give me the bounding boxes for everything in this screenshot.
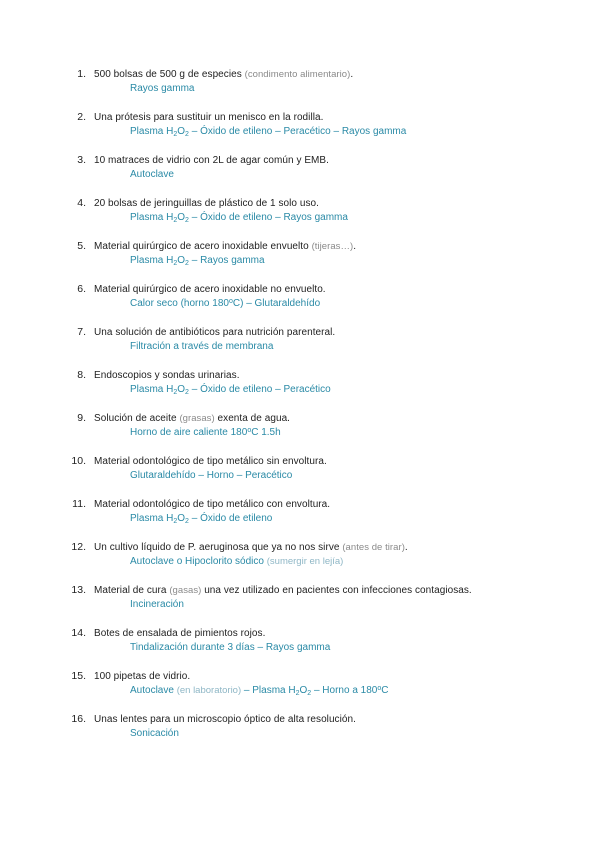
- note-text: (tijeras…): [311, 241, 354, 252]
- text-segment: Material quirúrgico de acero inoxidable no envuelto.: [94, 284, 326, 295]
- text-segment: 10 matraces de vidrio con 2L de agar común y EMB.: [94, 155, 329, 166]
- list-item: [0, 668, 600, 711]
- subscript: 2: [173, 217, 178, 224]
- text-segment: Incineración: [130, 599, 184, 610]
- text-segment: – Óxido de etileno: [188, 513, 273, 524]
- question-text: [94, 112, 323, 123]
- note-text: (gasas): [169, 585, 202, 596]
- list-item: [0, 324, 600, 367]
- question-text: [94, 671, 190, 682]
- subscript: 2: [185, 518, 189, 525]
- item-number: 15.: [71, 670, 86, 682]
- text-segment: Una solución de antibióticos para nutrición parenteral.: [94, 327, 336, 338]
- text-segment: Tindalización durante 3 días – Rayos gamma: [130, 642, 331, 653]
- text-segment: Autoclave: [130, 685, 177, 696]
- text-segment: O: [177, 126, 186, 137]
- item-number: 10.: [71, 455, 86, 467]
- answer-text: [130, 169, 174, 180]
- subscript: 2: [173, 518, 178, 525]
- note-text: (grasas): [179, 413, 215, 424]
- text-segment: 500 bolsas de 500 g de especies: [94, 69, 245, 80]
- text-segment: .: [404, 542, 408, 553]
- text-segment: Autoclave: [130, 169, 174, 180]
- text-segment: O: [177, 384, 186, 395]
- item-number: 13.: [71, 584, 86, 596]
- subscript: 2: [307, 690, 312, 697]
- item-number: 2.: [77, 111, 86, 123]
- answer-text: [130, 298, 320, 309]
- text-segment: – Horno a 180: [311, 685, 378, 696]
- list-item: [0, 238, 600, 281]
- text-segment: Endoscopios y sondas urinarias.: [94, 370, 240, 381]
- list-item: [0, 152, 600, 195]
- text-segment: – Plasma H: [241, 685, 296, 696]
- list-item: [0, 195, 600, 238]
- text-segment: 100 pipetas de vidrio.: [94, 671, 191, 682]
- text-segment: Material odontológico de tipo metálico con envoltura.: [94, 499, 331, 510]
- text-segment: – Óxido de etileno – Peracético – Rayos gamma: [188, 126, 407, 137]
- question-text: [94, 542, 408, 553]
- question-text: [94, 327, 335, 338]
- question-text: [94, 284, 326, 295]
- question-text: [94, 499, 330, 510]
- question-text: [94, 241, 356, 252]
- list-item: [0, 453, 600, 496]
- text-segment: Solución de aceite: [94, 413, 180, 424]
- item-number: 11.: [72, 498, 86, 510]
- text-segment: Glutaraldehído – Horno – Peracético: [130, 470, 293, 481]
- text-segment: – Óxido de etileno – Peracético: [188, 384, 331, 395]
- list-item: [0, 410, 600, 453]
- text-segment: Rayos gamma: [130, 83, 195, 94]
- question-text: [94, 628, 265, 639]
- question-text: [94, 585, 472, 596]
- text-segment: Filtración a través de membrana: [130, 341, 274, 352]
- subscript: 2: [185, 389, 189, 396]
- item-number: 7.: [77, 326, 86, 338]
- answer-text: [130, 642, 330, 653]
- item-number: 3.: [77, 154, 86, 166]
- text-segment: O: [177, 255, 186, 266]
- item-number: 6.: [77, 283, 86, 295]
- note-text: (en laboratorio): [176, 685, 242, 696]
- text-segment: .: [350, 69, 354, 80]
- answer-text: [130, 341, 273, 352]
- text-segment: – Rayos gamma: [188, 255, 265, 266]
- subscript: 2: [185, 260, 189, 267]
- item-number: 14.: [71, 627, 86, 639]
- superscript: o: [377, 685, 382, 692]
- text-segment: O: [177, 513, 186, 524]
- text-segment: Una prótesis para sustituir un menisco en la rodilla.: [94, 112, 324, 123]
- note-text: (sumergir en lejía): [266, 556, 344, 567]
- superscript: o: [247, 427, 252, 434]
- item-number: 9.: [77, 412, 86, 424]
- text-segment: Botes de ensalada de pimientos rojos.: [94, 628, 266, 639]
- list-item: [0, 367, 600, 410]
- item-number: 5.: [77, 240, 86, 252]
- note-text: (antes de tirar): [342, 542, 405, 553]
- answer-text: [130, 83, 194, 94]
- subscript: 2: [173, 131, 178, 138]
- text-segment: .: [353, 241, 357, 252]
- text-segment: O: [299, 685, 308, 696]
- answer-text: [130, 427, 281, 438]
- subscript: 2: [295, 690, 300, 697]
- text-segment: Horno de aire caliente 180: [130, 427, 248, 438]
- answer-text: [130, 255, 265, 266]
- text-segment: Material odontológico de tipo metálico sin envoltura.: [94, 456, 327, 467]
- question-text: [94, 456, 327, 467]
- item-number: 12.: [71, 541, 86, 553]
- text-segment: Un cultivo líquido de P. aeruginosa que ya no nos sirve: [94, 542, 343, 553]
- item-number: 4.: [77, 197, 86, 209]
- answer-text: [130, 685, 389, 696]
- text-segment: Autoclave o Hipoclorito sódico: [130, 556, 267, 567]
- list-item: [0, 625, 600, 668]
- subscript: 2: [173, 260, 178, 267]
- item-number: 8.: [77, 369, 86, 381]
- question-text: [94, 714, 356, 725]
- question-text: [94, 198, 319, 209]
- question-text: [94, 155, 329, 166]
- answer-text: [130, 728, 179, 739]
- answer-text: [130, 513, 272, 524]
- list-item: [0, 711, 600, 754]
- item-number: 1.: [77, 68, 86, 80]
- text-segment: Plasma H: [130, 513, 174, 524]
- text-segment: Plasma H: [130, 212, 174, 223]
- question-text: [94, 413, 290, 424]
- answer-text: [130, 470, 292, 481]
- subscript: 2: [185, 217, 189, 224]
- answer-text: [130, 556, 343, 567]
- text-segment: – Óxido de etileno – Rayos gamma: [188, 212, 348, 223]
- list-item: [0, 582, 600, 625]
- text-segment: Plasma H: [130, 384, 174, 395]
- text-segment: O: [177, 212, 186, 223]
- text-segment: Sonicación: [130, 728, 179, 739]
- question-text: [94, 69, 353, 80]
- text-segment: una vez utilizado en pacientes con infecciones contagiosas.: [201, 585, 472, 596]
- subscript: 2: [185, 131, 189, 138]
- answer-text: [130, 599, 184, 610]
- answer-text: [130, 126, 406, 137]
- exercise-list: [0, 66, 600, 754]
- list-item: [0, 539, 600, 582]
- answer-text: [130, 212, 348, 223]
- text-segment: Unas lentes para un microscopio óptico de alta resolución.: [94, 714, 356, 725]
- text-segment: Plasma H: [130, 255, 174, 266]
- superscript: o: [228, 298, 233, 305]
- list-item: [0, 66, 600, 109]
- text-segment: exenta de agua.: [214, 413, 291, 424]
- text-segment: Calor seco (horno 180: [130, 298, 229, 309]
- text-segment: C 1.5h: [251, 427, 281, 438]
- answer-text: [130, 384, 331, 395]
- text-segment: Material quirúrgico de acero inoxidable envuelto: [94, 241, 312, 252]
- text-segment: C: [381, 685, 389, 696]
- text-segment: 20 bolsas de jeringuillas de plástico de 1 solo uso.: [94, 198, 319, 209]
- text-segment: C) – Glutaraldehído: [232, 298, 321, 309]
- item-number: 16.: [71, 713, 86, 725]
- question-text: [94, 370, 240, 381]
- text-segment: Plasma H: [130, 126, 174, 137]
- list-item: [0, 281, 600, 324]
- list-item: [0, 109, 600, 152]
- subscript: 2: [173, 389, 178, 396]
- list-item: [0, 496, 600, 539]
- note-text: (condimento alimentario): [244, 69, 351, 80]
- text-segment: Material de cura: [94, 585, 170, 596]
